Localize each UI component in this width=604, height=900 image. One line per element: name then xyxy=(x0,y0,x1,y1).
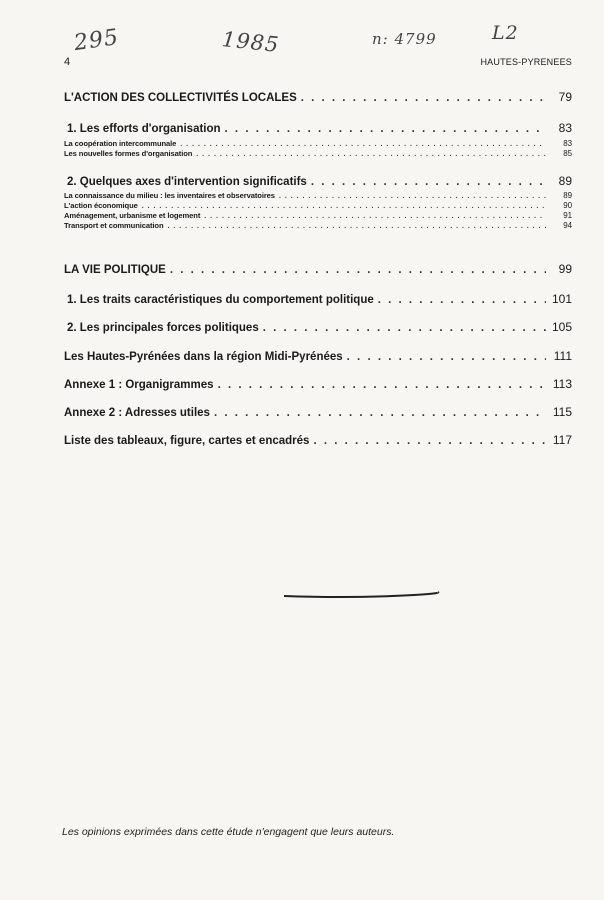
toc-leader xyxy=(311,176,546,188)
toc-leader xyxy=(279,193,546,200)
toc-entry-page: 111 xyxy=(553,349,572,363)
toc-entry xyxy=(64,433,572,447)
toc-entry xyxy=(64,211,572,220)
toc-entry xyxy=(64,262,572,276)
toc-entry xyxy=(64,121,572,135)
toc-entry-title: Les nouvelles formes d'organisation xyxy=(64,149,193,158)
toc-entry-page: 115 xyxy=(552,405,572,419)
toc-entry-page: 94 xyxy=(563,221,572,230)
toc-entry xyxy=(64,149,572,158)
toc-entry xyxy=(64,90,572,104)
toc-entry-page: 101 xyxy=(551,292,572,306)
toc-leader xyxy=(142,203,546,210)
toc-entry-page: 79 xyxy=(558,90,572,104)
toc-leader xyxy=(263,322,546,334)
toc-leader xyxy=(204,213,546,220)
toc-entry-page: 113 xyxy=(552,377,572,391)
handwritten-note-2: 1985 xyxy=(220,27,281,57)
toc-entry-title: Aménagement, urbanisme et logement xyxy=(64,211,201,220)
toc-entry-title: Liste des tableaux, figure, cartes et encadrés xyxy=(64,435,310,447)
toc-entry-title: 2. Les principales forces politiques xyxy=(67,322,259,334)
toc-leader xyxy=(301,92,546,104)
toc-entry xyxy=(64,221,572,230)
toc-entry-title: La coopération intercommunale xyxy=(64,139,177,148)
page-number: 4 xyxy=(64,56,71,68)
toc-entry-title: LA VIE POLITIQUE xyxy=(64,264,166,276)
toc-leader xyxy=(313,435,546,447)
toc-entry-title: Annexe 1 : Organigrammes xyxy=(64,379,214,391)
toc-entry xyxy=(64,405,572,419)
toc-entry-page: 83 xyxy=(558,121,572,135)
toc-leader xyxy=(218,379,546,391)
toc-entry-title: 2. Quelques axes d'intervention significatifs xyxy=(67,176,307,188)
toc-entry-page: 90 xyxy=(563,201,572,210)
toc-leader xyxy=(378,294,546,306)
toc-entry-title: L'ACTION DES COLLECTIVITÉS LOCALES xyxy=(64,92,297,104)
toc-entry-title: Les Hautes-Pyrénées dans la région Midi-Pyrénées xyxy=(64,351,343,363)
toc-entry-title: Annexe 2 : Adresses utiles xyxy=(64,407,210,419)
toc-entry xyxy=(64,349,572,363)
toc-entry xyxy=(64,377,572,391)
running-header: HAUTES-PYRENEES xyxy=(480,57,572,67)
toc-leader xyxy=(347,351,546,363)
decorative-rule xyxy=(282,590,440,600)
toc-entry-page: 91 xyxy=(563,211,572,220)
toc-entry-page: 99 xyxy=(558,262,572,276)
toc-entry-title: Transport et communication xyxy=(64,221,164,230)
toc-leader xyxy=(225,123,546,135)
toc-entry xyxy=(64,139,572,148)
table-of-contents xyxy=(64,90,572,447)
toc-entry-page: 117 xyxy=(552,433,572,447)
handwritten-note-4: L2 xyxy=(492,22,519,44)
handwritten-note-3: n: 4799 xyxy=(372,30,437,48)
toc-entry-page: 105 xyxy=(551,320,572,334)
toc-entry-title: 1. Les efforts d'organisation xyxy=(67,123,221,135)
toc-entry-title: La connaissance du milieu : les inventaires et observatoires xyxy=(64,191,275,200)
toc-entry xyxy=(64,201,572,210)
toc-entry-page: 89 xyxy=(563,191,572,200)
toc-leader xyxy=(168,223,546,230)
toc-entry xyxy=(64,320,572,334)
toc-entry xyxy=(64,174,572,188)
toc-entry xyxy=(64,292,572,306)
toc-leader xyxy=(180,141,546,148)
toc-leader xyxy=(170,264,546,276)
toc-leader xyxy=(214,407,546,419)
toc-entry xyxy=(64,191,572,200)
handwritten-note-1: 295 xyxy=(72,24,121,57)
disclaimer-note: Les opinions exprimées dans cette étude n'engagent que leurs auteurs. xyxy=(62,826,395,838)
toc-entry-title: L'action économique xyxy=(64,201,138,210)
toc-entry-page: 85 xyxy=(563,149,572,158)
toc-entry-page: 83 xyxy=(563,139,572,148)
toc-leader xyxy=(196,151,546,158)
toc-entry-title: 1. Les traits caractéristiques du comportement politique xyxy=(67,294,374,306)
toc-entry-page: 89 xyxy=(558,174,572,188)
